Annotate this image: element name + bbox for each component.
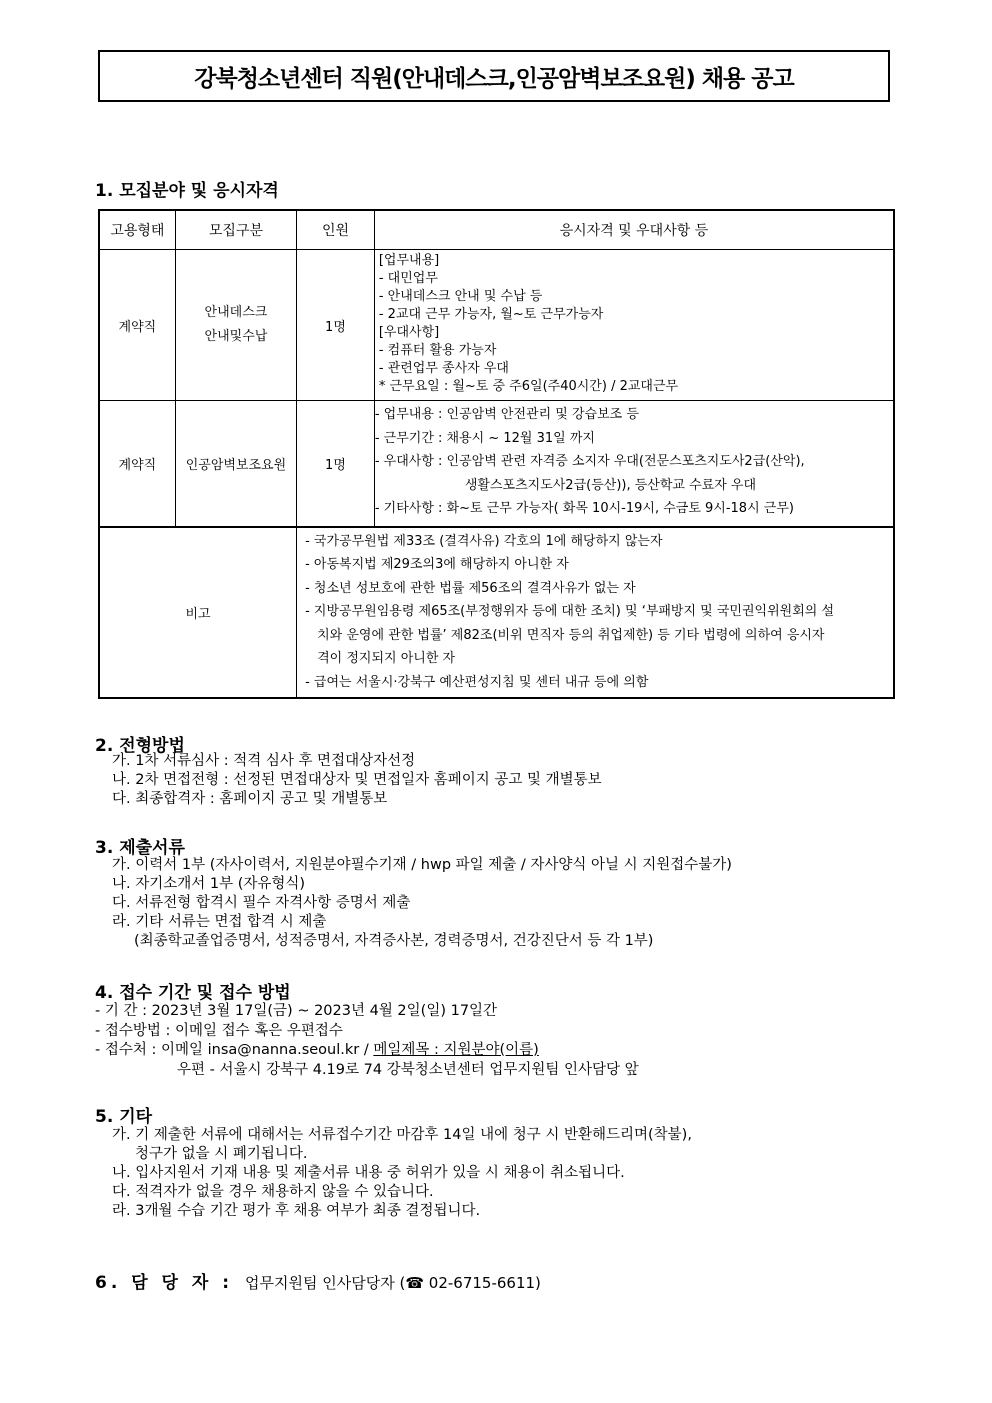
- remarks-line: - 아동복지법 제29조의3에 해당하지 아니한 자: [305, 557, 569, 572]
- table-header-row: [99, 210, 894, 250]
- row1-detail-line: - 관련업무 종사자 우대: [378, 361, 509, 376]
- section4-list: [95, 1002, 639, 1080]
- contact-label: 6. 담 당 자 :: [95, 1273, 234, 1293]
- list-item: 가. 이력서 1부 (자사이력서, 지원분야필수기재 / hwp 파일 제출 / 자사양식 아닐 시 지원접수불가): [112, 857, 732, 873]
- title-box: [98, 50, 890, 102]
- remarks-line: - 지방공무원임용령 제65조(부정행위자 등에 대한 조치) 및 ‘부패방지 및 국민권익위원회의 설: [305, 604, 835, 619]
- period-line: - 기 간 : 2023년 3월 17일(금) ~ 2023년 4월 2일(일) 17일간: [95, 1003, 498, 1019]
- row2-detail-line: 생활스포츠지도사2급(등산)), 등산학교 수료자 우대: [464, 477, 757, 493]
- list-item: 나. 2차 면접전형 : 선정된 면접대상자 및 면접일자 홈페이지 공고 및 개별통보: [112, 772, 602, 788]
- row1-detail-line: - 안내데스크 안내 및 수납 등: [378, 289, 543, 304]
- remarks-line: - 청소년 성보호에 관한 법률 제56조의 결격사유가 없는 자: [305, 580, 636, 596]
- section3-heading: 3. 제출서류: [95, 838, 185, 858]
- contact-value: 업무지원팀 인사담당자 (☎ 02-6715-6611): [245, 1274, 541, 1292]
- row1-detail-line: [우대사항]: [378, 325, 440, 340]
- table-row: [99, 401, 894, 527]
- row1-detail-line: - 2교대 근무 가능자, 월~토 근무가능자: [378, 307, 604, 322]
- section5-list: [112, 1126, 692, 1221]
- row2-type: 계약직: [99, 401, 175, 527]
- list-item: 라. 기타 서류는 면접 합격 시 제출: [112, 914, 327, 930]
- row2-detail-line: - 기타사항 : 화~토 근무 가능자( 화목 10시-19시, 수금토 9시-18시 근무): [374, 501, 794, 516]
- remarks-line: 치와 운영에 관한 법률’ 제82조(비위 면직자 등의 취업제한) 등 기타 법령에 의하여 응시자: [317, 627, 825, 643]
- section2-list: [112, 752, 602, 809]
- remarks-line: - 국가공무원법 제33조 (결격사유) 각호의 1에 해당하지 않는자: [305, 533, 663, 549]
- row2-category: 인공암벽보조요원: [175, 401, 296, 527]
- row2-detail-line: - 업무내용 : 인공암벽 안전관리 및 강습보조 등: [374, 407, 639, 422]
- section3-list: [112, 856, 732, 951]
- list-item: 청구가 없을 시 폐기됩니다.: [135, 1146, 308, 1162]
- header-count: 인원: [297, 210, 375, 250]
- list-item: 라. 3개월 수습 기간 평가 후 채용 여부가 최종 결정됩니다.: [112, 1203, 481, 1219]
- table-row: [99, 527, 894, 698]
- destination-line: [95, 1041, 639, 1061]
- remarks-line: 격이 정지되지 아니한 자: [317, 651, 456, 666]
- row1-details: [374, 250, 894, 401]
- method-line: - 접수방법 : 이메일 접수 혹은 우편접수: [95, 1022, 343, 1039]
- section2-heading: 2. 전형방법: [95, 736, 185, 756]
- list-item: 나. 자기소개서 1부 (자유형식): [112, 876, 306, 892]
- section1-heading: 1. 모집분야 및 응시자격: [95, 181, 279, 201]
- post-line: 우편 - 서울시 강북구 4.19로 74 강북청소년센터 업무지원팀 인사담당 앞: [177, 1061, 639, 1078]
- mail-subject-rule: 메일제목 : 지원분야(이름): [373, 1042, 539, 1058]
- list-item: 가. 1차 서류심사 : 적격 심사 후 면접대상자선정: [112, 753, 416, 769]
- row2-details: [374, 401, 894, 527]
- row2-detail-line: - 근무기간 : 채용시 ~ 12월 31일 까지: [374, 430, 595, 446]
- header-qualifications: 응시자격 및 우대사항 등: [374, 210, 894, 250]
- table-row: [99, 250, 894, 401]
- header-employment-type: 고용형태: [99, 210, 175, 250]
- list-item: 가. 기 제출한 서류에 대해서는 서류접수기간 마감후 14일 내에 청구 시 반환해드리며(착불),: [112, 1127, 692, 1143]
- list-item: 다. 최종합격자 : 홈페이지 공고 및 개별통보: [112, 791, 388, 807]
- row1-category-line1: 안내데스크: [204, 305, 268, 320]
- remarks-line: - 급여는 서울시·강북구 예산편성지침 및 센터 내규 등에 의함: [305, 674, 649, 690]
- list-item: 다. 서류전형 합격시 필수 자격사항 증명서 제출: [112, 895, 411, 911]
- row1-detail-line: - 대민업무: [378, 271, 438, 286]
- list-item: (최종학교졸업증명서, 성적증명서, 자격증사본, 경력증명서, 건강진단서 등 각 1부): [134, 933, 654, 949]
- recruit-table: [98, 209, 895, 699]
- row1-detail-line: * 근무요일 : 월~토 중 주6일(주40시간) / 2교대근무: [378, 379, 679, 394]
- destination-email: - 접수처 : 이메일 insa@nanna.seoul.kr /: [95, 1042, 374, 1058]
- list-item: 다. 적격자가 없을 경우 채용하지 않을 수 있습니다.: [112, 1184, 434, 1200]
- row2-count: 1명: [297, 401, 375, 527]
- row1-detail-line: [업무내용]: [378, 253, 440, 268]
- remarks-label: 비고: [99, 527, 297, 698]
- row2-detail-line: - 우대사항 : 인공암벽 관련 자격증 소지자 우대(전문스포츠지도사2급(산악),: [374, 454, 805, 469]
- header-category: 모집구분: [175, 210, 296, 250]
- row1-type: 계약직: [99, 250, 175, 401]
- remarks-details: [297, 527, 894, 698]
- row1-category-line2: 안내및수납: [204, 329, 268, 344]
- page-title: 강북청소년센터 직원(안내데스크,인공암벽보조요원) 채용 공고: [194, 65, 794, 92]
- list-item: 나. 입사지원서 기재 내용 및 제출서류 내용 중 허위가 있을 시 채용이 취소됩니다.: [112, 1165, 625, 1181]
- row1-count: 1명: [297, 250, 375, 401]
- section4-heading: 4. 접수 기간 및 접수 방법: [95, 983, 291, 1003]
- row1-category: [175, 250, 296, 401]
- section5-heading: 5. 기타: [95, 1107, 153, 1127]
- row1-detail-line: - 컴퓨터 활용 가능자: [378, 343, 497, 358]
- contact-line: [95, 1268, 541, 1293]
